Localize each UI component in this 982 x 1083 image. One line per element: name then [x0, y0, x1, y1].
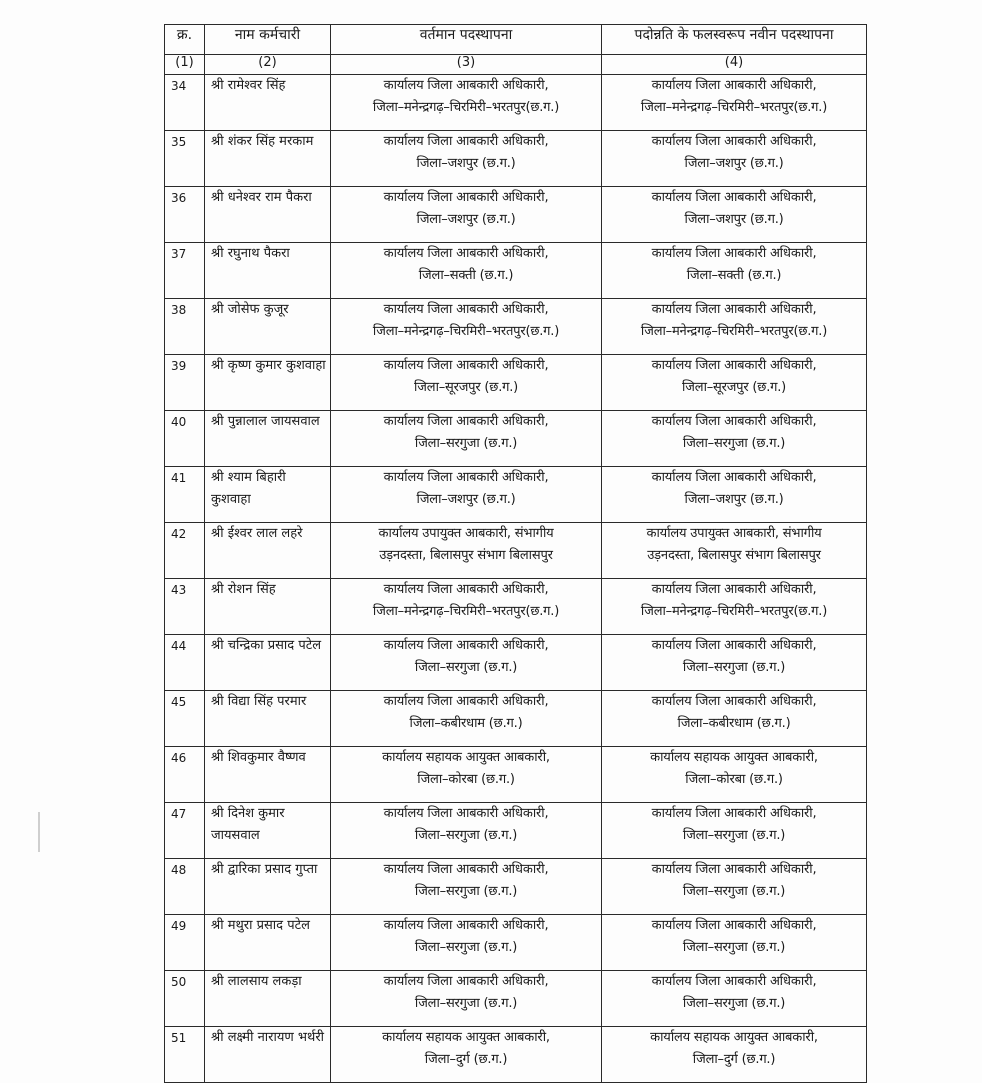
- employee-name: श्री विद्या सिंह परमार: [205, 691, 331, 747]
- new-posting-line1: कार्यालय जिला आबकारी अधिकारी,: [651, 862, 817, 877]
- new-posting-line2: जिला–जशपुर (छ.ग.): [684, 492, 784, 507]
- serial-number: 36: [165, 187, 205, 243]
- new-posting-line1: कार्यालय जिला आबकारी अधिकारी,: [651, 918, 817, 933]
- current-posting: [331, 691, 602, 747]
- serial-number: 46: [165, 747, 205, 803]
- current-posting: [331, 131, 602, 187]
- current-posting-line2: जिला–मनेन्द्रगढ़–चिरमिरी–भरतपुर(छ.ग.): [372, 604, 560, 619]
- current-posting-line1: कार्यालय उपायुक्त आबकारी, संभागीय: [378, 526, 554, 541]
- employee-name: श्री कृष्ण कुमार कुशवाहा: [205, 355, 331, 411]
- current-posting: [331, 355, 602, 411]
- employee-name: श्री धनेश्वर राम पैकरा: [205, 187, 331, 243]
- column-number: (4): [602, 55, 867, 75]
- column-number: (3): [331, 55, 602, 75]
- new-posting-line1: कार्यालय जिला आबकारी अधिकारी,: [651, 134, 817, 149]
- table-row: [165, 299, 867, 355]
- new-posting: [602, 523, 867, 579]
- table-row: [165, 1027, 867, 1083]
- current-posting-line1: कार्यालय सहायक आयुक्त आबकारी,: [382, 750, 550, 765]
- new-posting-line2: उड़नदस्ता, बिलासपुर संभाग बिलासपुर: [647, 548, 821, 563]
- current-posting: [331, 859, 602, 915]
- current-posting-line2: जिला–मनेन्द्रगढ़–चिरमिरी–भरतपुर(छ.ग.): [372, 100, 560, 115]
- current-posting-line1: कार्यालय जिला आबकारी अधिकारी,: [383, 246, 549, 261]
- serial-number: 39: [165, 355, 205, 411]
- serial-number: 43: [165, 579, 205, 635]
- new-posting-line1: कार्यालय सहायक आयुक्त आबकारी,: [650, 750, 818, 765]
- new-posting-line1: कार्यालय जिला आबकारी अधिकारी,: [651, 358, 817, 373]
- new-posting: [602, 187, 867, 243]
- current-posting-line2: उड़नदस्ता, बिलासपुर संभाग बिलासपुर: [379, 548, 553, 563]
- table-row: [165, 243, 867, 299]
- serial-number: 42: [165, 523, 205, 579]
- serial-number: 51: [165, 1027, 205, 1083]
- new-posting-line1: कार्यालय जिला आबकारी अधिकारी,: [651, 974, 817, 989]
- current-posting: [331, 747, 602, 803]
- current-posting-line1: कार्यालय जिला आबकारी अधिकारी,: [383, 358, 549, 373]
- current-posting-line2: जिला–सूरजपुर (छ.ग.): [413, 380, 519, 395]
- posting-table: [164, 24, 867, 1083]
- current-posting-line1: कार्यालय जिला आबकारी अधिकारी,: [383, 302, 549, 317]
- serial-number: 38: [165, 299, 205, 355]
- serial-number: 35: [165, 131, 205, 187]
- current-posting-line2: जिला–जशपुर (छ.ग.): [416, 212, 516, 227]
- new-posting: [602, 747, 867, 803]
- current-posting-line2: जिला–कोरबा (छ.ग.): [417, 772, 515, 787]
- new-posting: [602, 467, 867, 523]
- employee-name: श्री लालसाय लकड़ा: [205, 971, 331, 1027]
- header-employee-name: नाम कर्मचारी: [205, 25, 331, 55]
- serial-number: 47: [165, 803, 205, 859]
- current-posting-line2: जिला–जशपुर (छ.ग.): [416, 492, 516, 507]
- column-number: (1): [165, 55, 205, 75]
- serial-number: 40: [165, 411, 205, 467]
- current-posting: [331, 523, 602, 579]
- new-posting-line1: कार्यालय जिला आबकारी अधिकारी,: [651, 246, 817, 261]
- new-posting-line2: जिला–मनेन्द्रगढ़–चिरमिरी–भरतपुर(छ.ग.): [640, 324, 828, 339]
- new-posting-line1: कार्यालय जिला आबकारी अधिकारी,: [651, 638, 817, 653]
- table-row: [165, 411, 867, 467]
- table-header-row: [165, 25, 867, 55]
- new-posting-line2: जिला–मनेन्द्रगढ़–चिरमिरी–भरतपुर(छ.ग.): [640, 604, 828, 619]
- current-posting-line1: कार्यालय जिला आबकारी अधिकारी,: [383, 470, 549, 485]
- current-posting-line1: कार्यालय जिला आबकारी अधिकारी,: [383, 694, 549, 709]
- new-posting-line1: कार्यालय जिला आबकारी अधिकारी,: [651, 694, 817, 709]
- table-row: [165, 635, 867, 691]
- current-posting-line2: जिला–जशपुर (छ.ग.): [416, 156, 516, 171]
- table-body: [165, 75, 867, 1083]
- table-row: [165, 971, 867, 1027]
- employee-name: श्री पुन्नालाल जायसवाल: [205, 411, 331, 467]
- serial-number: 49: [165, 915, 205, 971]
- new-posting-line1: कार्यालय जिला आबकारी अधिकारी,: [651, 414, 817, 429]
- new-posting: [602, 579, 867, 635]
- header-new-posting: पदोन्नति के फलस्वरूप नवीन पदस्थापना: [602, 25, 867, 55]
- employee-name: श्री शंकर सिंह मरकाम: [205, 131, 331, 187]
- employee-name: श्री शिवकुमार वैष्णव: [205, 747, 331, 803]
- current-posting-line1: कार्यालय जिला आबकारी अधिकारी,: [383, 862, 549, 877]
- employee-name: श्री रोशन सिंह: [205, 579, 331, 635]
- table-row: [165, 803, 867, 859]
- column-number-row: [165, 55, 867, 75]
- new-posting: [602, 75, 867, 131]
- current-posting-line1: कार्यालय जिला आबकारी अधिकारी,: [383, 974, 549, 989]
- current-posting: [331, 75, 602, 131]
- current-posting-line1: कार्यालय जिला आबकारी अधिकारी,: [383, 638, 549, 653]
- employee-name: श्री रामेश्वर सिंह: [205, 75, 331, 131]
- new-posting-line2: जिला–जशपुर (छ.ग.): [684, 212, 784, 227]
- table-row: [165, 579, 867, 635]
- new-posting: [602, 411, 867, 467]
- employee-name: श्री लक्ष्मी नारायण भर्थरी: [205, 1027, 331, 1083]
- new-posting-line2: जिला–सूरजपुर (छ.ग.): [681, 380, 787, 395]
- current-posting-line2: जिला–दुर्ग (छ.ग.): [424, 1052, 508, 1067]
- current-posting-line1: कार्यालय जिला आबकारी अधिकारी,: [383, 190, 549, 205]
- new-posting-line2: जिला–दुर्ग (छ.ग.): [692, 1052, 776, 1067]
- current-posting-line1: कार्यालय जिला आबकारी अधिकारी,: [383, 806, 549, 821]
- new-posting: [602, 355, 867, 411]
- current-posting-line2: जिला–सरगुजा (छ.ग.): [414, 660, 518, 675]
- new-posting-line2: जिला–सरगुजा (छ.ग.): [682, 660, 786, 675]
- serial-number: 34: [165, 75, 205, 131]
- header-current-posting: वर्तमान पदस्थापना: [331, 25, 602, 55]
- scan-mark: [38, 812, 40, 852]
- current-posting-line1: कार्यालय सहायक आयुक्त आबकारी,: [382, 1030, 550, 1045]
- current-posting: [331, 187, 602, 243]
- new-posting-line1: कार्यालय जिला आबकारी अधिकारी,: [651, 190, 817, 205]
- new-posting-line1: कार्यालय सहायक आयुक्त आबकारी,: [650, 1030, 818, 1045]
- current-posting: [331, 411, 602, 467]
- new-posting: [602, 915, 867, 971]
- table-row: [165, 187, 867, 243]
- new-posting: [602, 299, 867, 355]
- new-posting-line2: जिला–सरगुजा (छ.ग.): [682, 996, 786, 1011]
- employee-name: श्री रघुनाथ पैकरा: [205, 243, 331, 299]
- current-posting-line2: जिला–मनेन्द्रगढ़–चिरमिरी–भरतपुर(छ.ग.): [372, 324, 560, 339]
- current-posting-line2: जिला–सरगुजा (छ.ग.): [414, 996, 518, 1011]
- new-posting: [602, 803, 867, 859]
- table-row: [165, 355, 867, 411]
- serial-number: 45: [165, 691, 205, 747]
- new-posting-line2: जिला–कबीरधाम (छ.ग.): [677, 716, 791, 731]
- table-row: [165, 859, 867, 915]
- current-posting-line1: कार्यालय जिला आबकारी अधिकारी,: [383, 78, 549, 93]
- employee-name: श्री चन्द्रिका प्रसाद पटेल: [205, 635, 331, 691]
- new-posting-line2: जिला–मनेन्द्रगढ़–चिरमिरी–भरतपुर(छ.ग.): [640, 100, 828, 115]
- new-posting-line2: जिला–कोरबा (छ.ग.): [685, 772, 783, 787]
- new-posting-line1: कार्यालय जिला आबकारी अधिकारी,: [651, 470, 817, 485]
- current-posting-line2: जिला–सक्ती (छ.ग.): [418, 268, 514, 283]
- current-posting-line1: कार्यालय जिला आबकारी अधिकारी,: [383, 582, 549, 597]
- new-posting: [602, 691, 867, 747]
- serial-number: 48: [165, 859, 205, 915]
- current-posting: [331, 635, 602, 691]
- employee-name: श्री मथुरा प्रसाद पटेल: [205, 915, 331, 971]
- current-posting: [331, 803, 602, 859]
- table-row: [165, 915, 867, 971]
- serial-number: 41: [165, 467, 205, 523]
- current-posting-line1: कार्यालय जिला आबकारी अधिकारी,: [383, 918, 549, 933]
- table-row: [165, 75, 867, 131]
- table-row: [165, 523, 867, 579]
- serial-number: 37: [165, 243, 205, 299]
- current-posting-line1: कार्यालय जिला आबकारी अधिकारी,: [383, 414, 549, 429]
- employee-name: श्री श्याम बिहारी कुशवाहा: [205, 467, 331, 523]
- new-posting: [602, 971, 867, 1027]
- new-posting: [602, 1027, 867, 1083]
- new-posting: [602, 243, 867, 299]
- new-posting-line1: कार्यालय जिला आबकारी अधिकारी,: [651, 78, 817, 93]
- table-row: [165, 131, 867, 187]
- new-posting-line1: कार्यालय उपायुक्त आबकारी, संभागीय: [646, 526, 822, 541]
- new-posting: [602, 131, 867, 187]
- column-number: (2): [205, 55, 331, 75]
- new-posting-line1: कार्यालय जिला आबकारी अधिकारी,: [651, 302, 817, 317]
- current-posting: [331, 467, 602, 523]
- new-posting-line1: कार्यालय जिला आबकारी अधिकारी,: [651, 582, 817, 597]
- new-posting-line2: जिला–सरगुजा (छ.ग.): [682, 436, 786, 451]
- serial-number: 50: [165, 971, 205, 1027]
- new-posting: [602, 859, 867, 915]
- new-posting-line2: जिला–सरगुजा (छ.ग.): [682, 884, 786, 899]
- current-posting: [331, 915, 602, 971]
- table-row: [165, 747, 867, 803]
- employee-name: श्री जोसेफ कुजूर: [205, 299, 331, 355]
- current-posting: [331, 971, 602, 1027]
- current-posting: [331, 299, 602, 355]
- current-posting-line1: कार्यालय जिला आबकारी अधिकारी,: [383, 134, 549, 149]
- employee-name: श्री द्वारिका प्रसाद गुप्ता: [205, 859, 331, 915]
- current-posting-line2: जिला–सरगुजा (छ.ग.): [414, 436, 518, 451]
- current-posting-line2: जिला–सरगुजा (छ.ग.): [414, 940, 518, 955]
- new-posting-line2: जिला–सक्ती (छ.ग.): [686, 268, 782, 283]
- current-posting: [331, 1027, 602, 1083]
- table-row: [165, 467, 867, 523]
- current-posting-line2: जिला–सरगुजा (छ.ग.): [414, 884, 518, 899]
- current-posting-line2: जिला–सरगुजा (छ.ग.): [414, 828, 518, 843]
- new-posting-line2: जिला–सरगुजा (छ.ग.): [682, 828, 786, 843]
- current-posting-line2: जिला–कबीरधाम (छ.ग.): [409, 716, 523, 731]
- new-posting-line1: कार्यालय जिला आबकारी अधिकारी,: [651, 806, 817, 821]
- current-posting: [331, 579, 602, 635]
- new-posting-line2: जिला–सरगुजा (छ.ग.): [682, 940, 786, 955]
- header-serial: क्र.: [165, 25, 205, 55]
- employee-name: श्री ईश्वर लाल लहरे: [205, 523, 331, 579]
- new-posting: [602, 635, 867, 691]
- new-posting-line2: जिला–जशपुर (छ.ग.): [684, 156, 784, 171]
- current-posting: [331, 243, 602, 299]
- employee-name: श्री दिनेश कुमार जायसवाल: [205, 803, 331, 859]
- serial-number: 44: [165, 635, 205, 691]
- table-row: [165, 691, 867, 747]
